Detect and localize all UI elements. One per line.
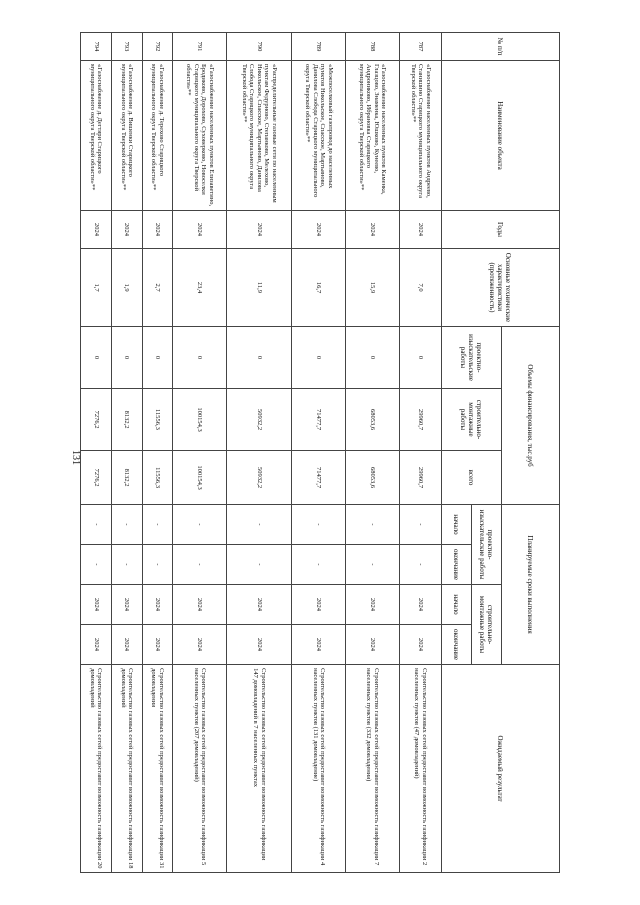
cell-num: 791 — [173, 33, 227, 61]
cell-name: «Межпоселковый газопровод до населенных пунктов Никольское, Спасское, Мартьяново, Данилова Слобода Старицкого муниципального округа Тверской области»** — [292, 61, 346, 211]
cell-num: 788 — [346, 33, 400, 61]
cell-pir: 0 — [227, 327, 292, 389]
header-name: Наименование объекта — [442, 61, 560, 211]
header-pir-start: начало — [442, 505, 472, 545]
cell-length: 11,9 — [227, 249, 292, 327]
cell-name: «Газоснабжение д. Дегтяри Старицкого муниципального округа Тверской области»** — [81, 61, 112, 211]
cell-result: Строительство газовых сетей предоставит возможность газификации 31 домовладения — [142, 665, 173, 873]
cell-total: 50932,2 — [227, 451, 292, 505]
cell-total: 11556,3 — [142, 451, 173, 505]
cell-pir-start: - — [399, 505, 441, 545]
table-row — [173, 33, 227, 873]
cell-smr-start: 2024 — [346, 585, 400, 625]
cell-total: 71477,7 — [292, 451, 346, 505]
cell-total: 100154,3 — [173, 451, 227, 505]
header-smr-start: начало — [442, 585, 472, 625]
cell-smr: 71477,7 — [292, 389, 346, 451]
cell-pir-end: - — [142, 545, 173, 585]
table-body — [81, 33, 442, 873]
cell-num: 794 — [81, 33, 112, 61]
header-num: № п/п — [442, 33, 560, 61]
cell-result: Строительство газовых сетей предоставит возможность газификации 2 населенных пунктов (47 домовладений) — [399, 665, 441, 873]
header-funding: Объемы финансирования, тыс.руб — [502, 327, 560, 505]
cell-pir-start: - — [227, 505, 292, 545]
cell-num: 792 — [142, 33, 173, 61]
cell-pir: 0 — [173, 327, 227, 389]
cell-result: Строительство газовых сетей предоставит возможность газификации 20 домовладений — [81, 665, 112, 873]
cell-result: Строительство газовых сетей предоставит возможность газификации 7 населенных пунктов (332 домовладения) — [346, 665, 400, 873]
cell-year: 2024 — [227, 211, 292, 249]
cell-smr-start: 2024 — [142, 585, 173, 625]
cell-smr-end: 2024 — [81, 625, 112, 665]
cell-smr-start: 2024 — [227, 585, 292, 625]
cell-pir-end: - — [399, 545, 441, 585]
page-number: 131 — [70, 450, 81, 465]
cell-pir-end: - — [111, 545, 142, 585]
cell-length: 15,9 — [346, 249, 400, 327]
cell-num: 790 — [227, 33, 292, 61]
header-result: Ожидаемый результат — [442, 665, 560, 873]
cell-length: 1,7 — [81, 249, 112, 327]
cell-length: 7,0 — [399, 249, 441, 327]
cell-pir: 0 — [142, 327, 173, 389]
cell-year: 2024 — [111, 211, 142, 249]
table-row — [142, 33, 173, 873]
cell-pir-start: - — [346, 505, 400, 545]
cell-smr: 68053,6 — [346, 389, 400, 451]
cell-pir-start: - — [173, 505, 227, 545]
cell-length: 1,9 — [111, 249, 142, 327]
table-row — [292, 33, 346, 873]
cell-length: 2,7 — [142, 249, 173, 327]
cell-name: «Газоснабжение д. Вишенки Старицкого муниципального округа Тверской области»** — [111, 61, 142, 211]
cell-name: «Газоснабжение д. Терехово Старицкого муниципального округа Тверской области»** — [142, 61, 173, 211]
cell-name: «Газоснабжение населенных пунктов Каменка, Глазцово, Знаменка, Юшково, Кунеево, Андрониково, Ибрановка Старицкого муниципального округа Тверской области»** — [346, 61, 400, 211]
cell-result: Строительство газовых сетей предоставит возможность газификации 4 населенных пунктов (131 домовладение) — [292, 665, 346, 873]
cell-smr-end: 2024 — [292, 625, 346, 665]
header-deadlines-pir: проектно-изыскательские работы — [472, 505, 502, 585]
header-pir-end: окончание — [442, 545, 472, 585]
cell-year: 2024 — [142, 211, 173, 249]
cell-smr-start: 2024 — [173, 585, 227, 625]
cell-result: Строительство газовых сетей предоставит возможность газификации 147 домовладений в 7 населенных пунктах — [227, 665, 292, 873]
cell-total: 29960,7 — [399, 451, 441, 505]
cell-pir: 0 — [111, 327, 142, 389]
cell-name: «Газоснабжение населенных пунктов Елизаветино, Бродиково, Дорохово, Суховерково, Новоселки Старицкого муниципального округа Тверской области»** — [173, 61, 227, 211]
cell-year: 2024 — [346, 211, 400, 249]
cell-name: «Распределительные газовые сети по населенным пунктам Федурново, Степанково, Мелехово, Никольское, Спасское, Мартьяново, Данилова Слобода Старицкого муниципального округа Тверской области»** — [227, 61, 292, 211]
cell-pir-start: - — [142, 505, 173, 545]
cell-smr-start: 2024 — [111, 585, 142, 625]
cell-smr: 8132,2 — [111, 389, 142, 451]
cell-year: 2024 — [399, 211, 441, 249]
cell-pir: 0 — [399, 327, 441, 389]
table-row — [111, 33, 142, 873]
cell-total: 8132,2 — [111, 451, 142, 505]
cell-smr-start: 2024 — [81, 585, 112, 625]
header-funding-total: всего — [442, 451, 502, 505]
header-funding-smr: строительно-монтажные работы — [442, 389, 502, 451]
cell-smr-end: 2024 — [399, 625, 441, 665]
cell-pir-start: - — [292, 505, 346, 545]
cell-pir-end: - — [346, 545, 400, 585]
cell-smr: 11556,3 — [142, 389, 173, 451]
cell-length: 16,7 — [292, 249, 346, 327]
cell-pir: 0 — [346, 327, 400, 389]
table-row — [399, 33, 441, 873]
table-row — [81, 33, 112, 873]
header-funding-pir: проектно-изыскательские работы — [442, 327, 502, 389]
cell-num: 787 — [399, 33, 441, 61]
cell-total: 7276,2 — [81, 451, 112, 505]
cell-result: Строительство газовых сетей предоставит возможность газификации 18 домовладений — [111, 665, 142, 873]
header-deadlines-smr: строительно-монтажные работы — [472, 585, 502, 665]
cell-pir-end: - — [81, 545, 112, 585]
cell-pir-start: - — [81, 505, 112, 545]
cell-name: «Газоснабжение населенных пунктов Андреево, Станишино Старицкого муниципального округа Тверской области»** — [399, 61, 441, 211]
cell-smr: 100154,3 — [173, 389, 227, 451]
table-row — [346, 33, 400, 873]
cell-num: 793 — [111, 33, 142, 61]
construction-table — [80, 32, 560, 873]
cell-pir-start: - — [111, 505, 142, 545]
cell-num: 789 — [292, 33, 346, 61]
cell-smr-end: 2024 — [173, 625, 227, 665]
cell-pir-end: - — [227, 545, 292, 585]
header-years: Годы — [442, 211, 560, 249]
header-smr-end: окончание — [442, 625, 472, 665]
cell-year: 2024 — [173, 211, 227, 249]
cell-length: 23,4 — [173, 249, 227, 327]
cell-smr: 29960,7 — [399, 389, 441, 451]
rotated-table-wrapper — [80, 32, 560, 872]
cell-pir: 0 — [81, 327, 112, 389]
cell-smr: 7276,2 — [81, 389, 112, 451]
cell-year: 2024 — [292, 211, 346, 249]
cell-total: 68053,6 — [346, 451, 400, 505]
cell-pir: 0 — [292, 327, 346, 389]
cell-smr-end: 2024 — [227, 625, 292, 665]
cell-year: 2024 — [81, 211, 112, 249]
cell-result: Строительство газовых сетей предоставит возможность газификации 5 населенных пунктов (207 домовладений) — [173, 665, 227, 873]
cell-pir-end: - — [173, 545, 227, 585]
header-characteristics: Основные технические характеристики (протяженность) — [442, 249, 560, 327]
cell-smr-start: 2024 — [292, 585, 346, 625]
cell-smr: 50932,2 — [227, 389, 292, 451]
cell-pir-end: - — [292, 545, 346, 585]
cell-smr-end: 2024 — [346, 625, 400, 665]
cell-smr-end: 2024 — [111, 625, 142, 665]
table-row — [227, 33, 292, 873]
cell-smr-end: 2024 — [142, 625, 173, 665]
header-deadlines: Планируемые сроки выполнения — [502, 505, 560, 665]
cell-smr-start: 2024 — [399, 585, 441, 625]
